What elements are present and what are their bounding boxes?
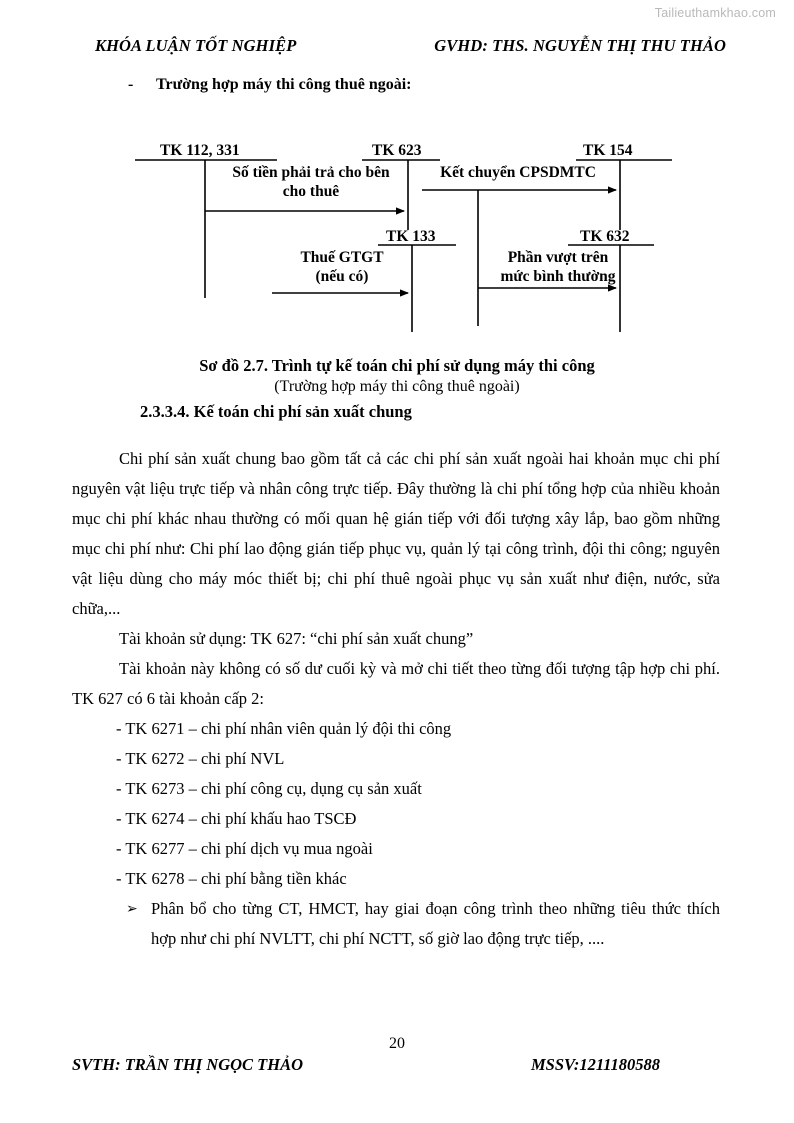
list-item: - TK 6272 – chi phí NVL — [116, 749, 285, 768]
page-number: 20 — [389, 1035, 405, 1052]
flow-label-phan-vuot-line2: mức bình thường — [500, 268, 616, 285]
account-label-tk154: TK 154 — [583, 142, 633, 159]
t-account-diagram — [0, 0, 794, 345]
paragraph-2: Tài khoản sử dụng: TK 627: “chi phí sản xuất chung” — [119, 629, 474, 648]
paragraph-3: Tài khoản này không có số dư cuối kỳ và mở chi tiết theo từng đối tượng tập hợp chi phí. TK 627 có 6 tài khoản cấp 2: — [72, 659, 720, 708]
account-label-tk632: TK 632 — [580, 228, 630, 245]
flow-label-phan-vuot-line1: Phần vượt trên — [507, 249, 609, 266]
list-item: - TK 6273 – chi phí công cụ, dụng cụ sản xuất — [116, 779, 422, 798]
paragraph-1: Chi phí sản xuất chung bao gồm tất cả các chi phí sản xuất ngoài hai khoản mục chi phí nguyên vật liệu trực tiếp và nhân công trực tiếp. Đây thường là chi phí tổng hợp của nhiều khoản mục chi phí khác nhau thường có mối quan hệ gián tiếp với đối tượng xây lắp, bao gồm những mục chi phí như: Chi phí lao động gián tiếp phục vụ, quản lý tại công trình, đội thi công; nguyên vật liệu dùng cho máy móc thiết bị; chi phí thuê ngoài phục vụ sản xuất như điện, nước, sửa chữa,... — [72, 449, 720, 618]
account-label-tk112-331: TK 112, 331 — [160, 142, 240, 159]
figure-caption-subtitle: (Trường hợp máy thi công thuê ngoài) — [274, 378, 520, 395]
watermark: Tailieuthamkhao.com — [654, 6, 776, 20]
flow-label-thue-gtgt-line1: Thuế GTGT — [300, 249, 384, 266]
arrow-bullet-item — [72, 894, 720, 954]
arrow-bullet-icon: ➢ — [126, 901, 138, 917]
footer-right-text: MSSV:1211180588 — [531, 1055, 660, 1074]
account-sublist — [72, 714, 720, 894]
dash-heading-text: Trường hợp máy thi công thuê ngoài: — [156, 76, 412, 93]
list-item: - TK 6271 – chi phí nhân viên quản lý đội thi công — [116, 719, 452, 738]
flow-label-ket-chuyen: Kết chuyển CPSDMTC — [440, 164, 596, 181]
header-left-text: KHÓA LUẬN TỐT NGHIỆP — [95, 36, 297, 55]
footer-left-text: SVTH: TRẦN THỊ NGỌC THẢO — [72, 1055, 304, 1074]
header-right-text: GVHD: THS. NGUYỄN THỊ THU THẢO — [434, 36, 726, 55]
flow-label-thue-gtgt-line2: (nếu có) — [315, 268, 369, 285]
list-item: - TK 6278 – chi phí bằng tiền khác — [116, 869, 347, 888]
body-content — [72, 444, 720, 954]
arrow-bullet-text: Phân bổ cho từng CT, HMCT, hay giai đoạn công trình theo những tiêu thức thích hợp như chi phí NVLTT, chi phí NCTT, số giờ lao động trực tiếp, .... — [151, 899, 720, 948]
account-label-tk623: TK 623 — [372, 142, 422, 159]
list-item: - TK 6277 – chi phí dịch vụ mua ngoài — [116, 839, 373, 858]
figure-caption-title: Sơ đồ 2.7. Trình tự kế toán chi phí sử dụng máy thi công — [199, 356, 595, 375]
list-item: - TK 6274 – chi phí khấu hao TSCĐ — [116, 809, 357, 828]
dash-marker: - — [128, 76, 134, 93]
flow-label-so-tien-line1: Số tiền phải trả cho bên — [232, 164, 390, 181]
flow-label-so-tien-line2: cho thuê — [282, 183, 340, 200]
account-label-tk133: TK 133 — [386, 228, 436, 245]
section-heading: 2.3.3.4. Kế toán chi phí sản xuất chung — [140, 402, 412, 421]
running-footer — [72, 1055, 722, 1075]
